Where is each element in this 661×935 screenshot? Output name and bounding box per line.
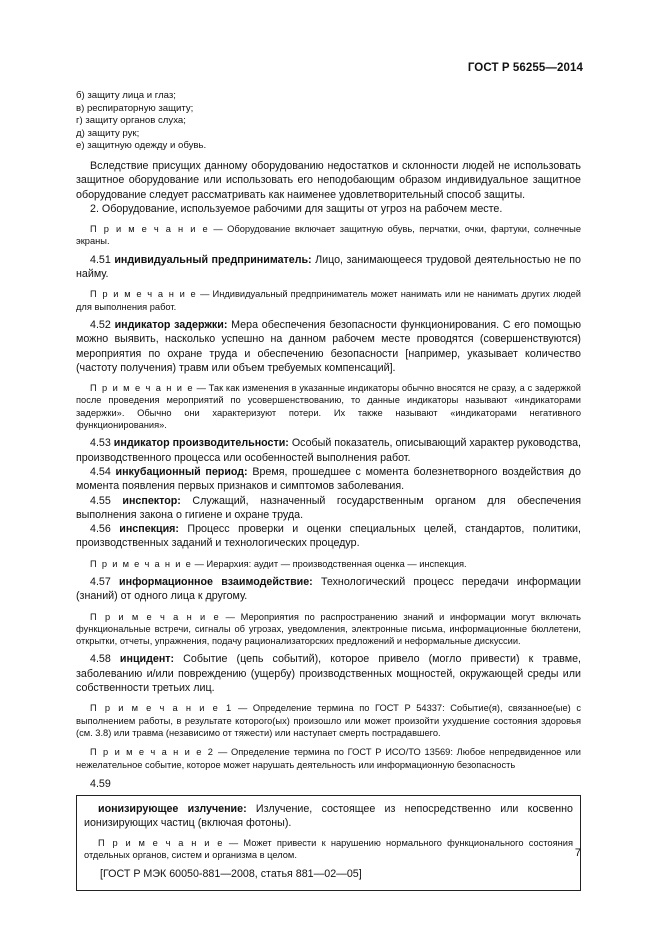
- list-item: б) защиту лица и глаз;: [76, 90, 176, 101]
- reference: [ГОСТ Р МЭК 60050-881—2008, статья 881—02—05]: [100, 868, 362, 881]
- term-title: инспектор:: [122, 494, 181, 507]
- term-4-51: 4.51 индивидуальный предприниматель: Лицо, занимающееся трудовой деятельностью не по найму.: [76, 253, 581, 281]
- term-title: инкубационный период:: [115, 465, 248, 478]
- note-label: П р и м е ч а н и е: [90, 224, 209, 235]
- term-4-59-box: [76, 795, 581, 890]
- term-title: индивидуальный предприниматель:: [114, 253, 312, 266]
- document-header: ГОСТ Р 56255—2014: [467, 62, 583, 74]
- term-title: индикатор производительности:: [113, 437, 289, 450]
- note-equipment: П р и м е ч а н и е — Оборудование включает защитную обувь, перчатки, очки, фартуки, солнечные экраны.: [76, 224, 581, 247]
- list-item: в) респираторную защиту;: [76, 102, 194, 114]
- page-content: [76, 90, 581, 891]
- note-4-52: П р и м е ч а н и е — Так как изменения в указанные индикаторы обычно вносятся не сразу, а с задержкой после проведения мероприятий по усовершенствованию, то данные индикаторы называют «индикаторами задержки». Обычно они характеризуют потери. Их также называют «индикаторами негативного функционирования».: [76, 383, 581, 431]
- term-title: ионизирующее излучение:: [98, 803, 247, 816]
- note-4-58-1: П р и м е ч а н и е 1 — Определение термина по ГОСТ Р 54337: Событие(я), связанное(ые) с выполнением работы, в результате которого(ых) произошло или может произойти ухудшение состояния здоровья (см. 3.8) или травма (независимо от тяжести) или наступает смерть пострадавшего.: [76, 703, 581, 738]
- list-item: г) защиту органов слуха;: [76, 115, 186, 127]
- term-4-54: 4.54 инкубационный период: Время, прошедшее с момента болезнетворного воздействия до момента появления первых признаков и симптомов заболевания.: [76, 465, 581, 493]
- protection-list: [76, 90, 581, 153]
- term-4-53: 4.53 индикатор производительности: Особый показатель, описывающий характер руководства, производственного процесса или особенностей выполнения работ.: [76, 437, 582, 464]
- term-title: инцидент:: [119, 653, 175, 666]
- page-number: 7: [574, 847, 581, 859]
- term-4-59: ионизирующее излучение: Излучение, состоящее из непосредственно или косвенно ионизирующих частиц (включая фотоны).: [84, 803, 573, 830]
- note-4-51: П р и м е ч а н и е — Индивидуальный предприниматель может нанимать или не нанимать других людей для выполнения работ.: [76, 289, 581, 312]
- term-4-55: 4.55 инспектор: Служащий, назначенный государственным органом для обеспечения выполнения закона о гигиене и охране труда.: [76, 494, 581, 521]
- list-item: д) защиту рук;: [76, 127, 140, 139]
- list-item: е) защитную одежду и обувь.: [76, 140, 207, 152]
- equipment-paragraph-2: 2. Оборудование, используемое рабочими для защиты от угроз на рабочем месте.: [90, 202, 503, 215]
- term-title: индикатор задержки:: [114, 318, 228, 331]
- term-4-59-number: 4.59: [90, 777, 111, 790]
- term-4-58: 4.58 инцидент: Событие (цепь событий), которое привело (могло привести) к травме, заболеванию и/или повреждению (ущербу) производственных мощностей, окружающей среды или собственности третьих лиц.: [76, 653, 581, 695]
- equipment-paragraph: Вследствие присущих данному оборудованию недостатков и склонности людей не использовать защитное оборудование или использовать его неподобающим образом индивидуальное защитное оборудование следует рассматривать как наименее удовлетворительный способ защиты.: [76, 159, 581, 201]
- note-4-56: П р и м е ч а н и е — Иерархия: аудит — производственная оценка — инспекция.: [90, 558, 467, 569]
- term-title: инспекция:: [119, 523, 179, 536]
- term-4-52: 4.52 индикатор задержки: Мера обеспечения безопасности функционирования. С его помощью можно выявить, насколько успешно на данном рабочем месте проводятся (совершенствуются) мероприятия по охране труда и обеспечению безопасности [например, указывает количество (частоту получения) травм или объем требуемых компенсаций].: [76, 318, 581, 374]
- note-4-57: П р и м е ч а н и е — Мероприятия по распространению знаний и информации могут включать функциональные встречи, сигналы об угрозах, уведомления, электронные письма, информационные бюллетени, открытки, отчеты, упражнения, подачу рационализаторских предложений и неформальные дискуссии.: [76, 611, 581, 647]
- note-4-58-2: П р и м е ч а н и е 2 — Определение термина по ГОСТ Р ИСО/ТО 13569: Любое непредвиденное или нежелательное событие, которое может нарушать деятельность или информационную безопасность: [76, 747, 581, 770]
- term-4-57: 4.57 информационное взаимодействие: Технологический процесс передачи информации (знаний) от одного лица к другому.: [76, 575, 581, 603]
- term-4-56: 4.56 инспекция: Процесс проверки и оценки специальных целей, стандартов, политики, производственных заданий и технологических процедур.: [76, 523, 581, 550]
- note-4-59: П р и м е ч а н и е — Может привести к нарушению нормального функционального состояния отдельных органов, систем и организма в целом.: [84, 837, 573, 861]
- term-title: информационное взаимодействие:: [119, 575, 313, 588]
